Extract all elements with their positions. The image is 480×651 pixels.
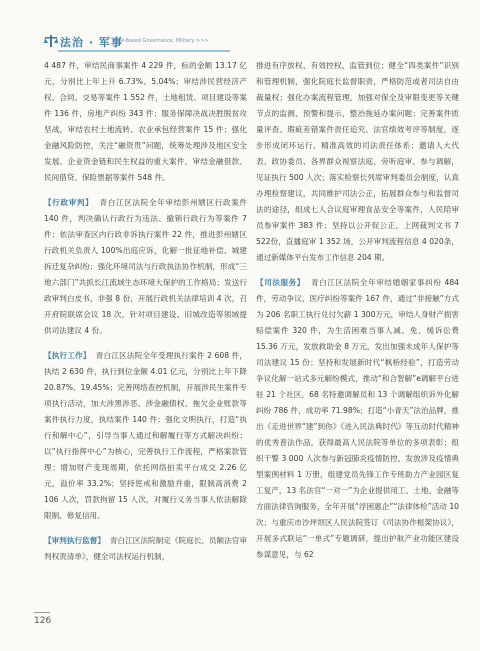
supervision-text: 青白江区法院制定《院庭长、员额法官审判权责清单》，健全司法权运行机制， <box>44 536 248 561</box>
left-column <box>44 58 247 565</box>
footer-rule <box>34 612 50 613</box>
administrative-text: 青白江区法院全年审结彭州辖区行政案件 140 件，判决确认行政行为违法、撤销行政行为等案件 7 件；依法审查区内行政非诉执行案件 22 件，推进彭州辖区行政机关负责人 100%出庭应诉，化解一批征地补偿、城建拆迁复杂纠纷；强化环境司法与行政执法协作机制，形成“三地六部门”共抓长江流域生态环境大保护的工作格局；发送行政审判白皮书、非强 8 份，开展行政机关法律培训 4 次，召开府院联席会议 18 次，针对项目建设、旧城改造等领域提供司法建议 4 份。 <box>44 198 248 335</box>
paragraph-enforcement <box>44 348 247 524</box>
page-header <box>0 0 480 56</box>
scales-logo-icon <box>44 34 58 48</box>
section-tag-judicial-service: 【司法服务】 <box>256 278 305 287</box>
paragraph-supervision-continued: 推进有序放权、有效控权、监管到位；健全“四类案件”识别和管理机制，强化院庭长监督职责，严格防范或者司法自由裁量权；强化办案流程管理，加强对保全及审限变更等关键节点的监测、预警和提示，整治拖延办案问题；完善案件质量评查、瑕疵差错案件责任追究、法官绩效考评等制度，逐步形成闭环运行、精准高效的司法责任体系；邀请人大代表、政协委员、各界群众视察法庭、旁听庭审、参与调解，见证执行 500 人次；落实检察长列席审判委员会制度，认真办理检察建议，共同维护司法公正，拓展群众参与和监督司法的途径，组成七人合议庭审理食品安全等案件，人民陪审员参审案件 383 件；坚持以公开促公正，上网裁判文书 7 522份，直播庭审 1 352 场，公开审判流程信息 4 020条，通过新媒体平台发布工作信息 204 期。 <box>256 61 459 262</box>
paragraph-administrative-trial <box>44 195 247 339</box>
enforcement-text: 青白江区法院全年受理执行案件 2 608 件，执结 2 630 件，执行到位金额 4.01 亿元，分别比上年下降 20.87%、19.45%；完善网络查控机制，开展涉民生案件专项执行活动，加大涉黑涉恶、涉金融债权、拖欠企业账款等案件执行力度，执结案件 140 件；强化文明执行，打造“执行和解中心”，引导当事人通过和解履行等方式解决纠纷；以“执行指挥中心”为核心，完善执行工作流程，严格案款管理；增加财产变现周期，依托网络拍卖平台成交 2.26 亿元，溢价率 33.2%；坚持惩戒和激励并重，限制高消费 2 106 人次，罚款拘留 15 人次，对履行义务当事人依法解除限制、修复信用。 <box>44 351 247 520</box>
right-column <box>256 58 459 563</box>
section-tag-supervision: 【审判执行监督】 <box>44 536 105 545</box>
section-tag-enforcement: 【执行工作】 <box>44 351 91 360</box>
paragraph-civil-cases: 4 487 件，审结民商事案件 4 229 件，标的金额 13.17 亿元，分别比上年上升 6.73%、5.04%；审结涉民营经济产权、合同、交易等案件 1 552 件，土地租赁、项目建设等案件 136 件，房地产纠纷 343 件；服务保障决战决胜脱贫攻坚战，审结农村土地流转、农业承包经营案件 15 件；强化金融风险防控，关注“融资贵”问题，统筹处理涉及地区安全发展、企业资金链和民生权益的重大案件，审结金融借款、民间借贷、保险票据等案件 548 件。 <box>44 61 247 182</box>
section-tag-administrative: 【行政审判】 <box>44 198 94 207</box>
section-title: 法治 · 军事 <box>60 36 123 49</box>
page-number: 126 <box>34 616 52 626</box>
paragraph-supervision <box>44 533 247 565</box>
paragraph-judicial-service <box>256 275 459 563</box>
header-divider <box>58 50 230 52</box>
section-subtitle: Law-Based Governance, Military >>> <box>114 38 209 44</box>
judicial-service-text: 青白江区法院全年审结婚姻家事纠纷 484 件，劳动争议、医疗纠纷等案件 167 件，通过“非接触”方式为 206 名职工执行兑付欠薪 1 300万元，审结人身财产损害赔偿案件 320 件，为生活困难当事人减、免、缓诉讼费 15.36 万元，发放救助金 8 万元，发出加强未成年人保护等司法建议 15 份；坚持和发展新时代“枫桥经验”，打造劳动争议化解一站式多元解纷模式，推动“和合智解”e调解平台进驻 21 个社区，68 名特邀调解员和 13 个调解组织诉外化解纠纷 786 件，成功率 71.98%；打造“小青天”法治品牌，推出《走进世界“建”到你》《进入民法典时代》等互动时代精神的优秀普法作品，获得最高人民法院等单位的多项表彰；组织干警 3 000 人次参与新冠肺炎疫情防控，发放涉及疫情典型案例材料 1 万册，组建党员先锋工作专班助力产业园区复工复产，13 名法官“一对一”为企业提供用工、土地、金融等方面法律咨询服务，全年开展“浮困惠企”“法律体检”活动 10 次；与重庆市沙坪坝区人民法院签订《司法协作框架协议》，开展多式联运“一单式”专题调研，提出护航产业功能区建设参谋意见，与 62 <box>256 278 460 559</box>
